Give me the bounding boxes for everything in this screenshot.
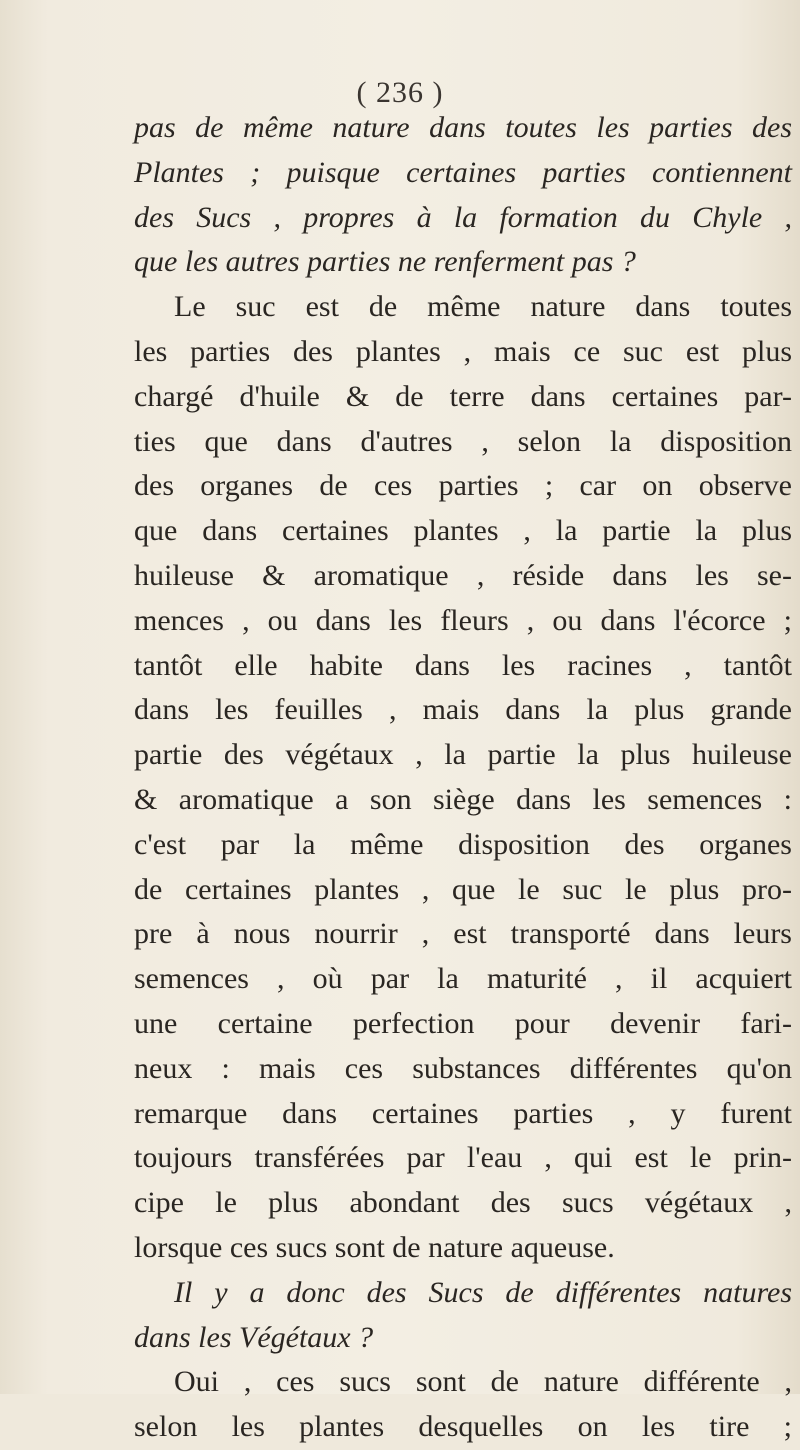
answer-line: mences , ou dans les fleurs , ou dans l'écorce ; [134,603,792,637]
answer-line: semences , où par la maturité , il acquiert [134,962,792,996]
question-line: que les autres parties ne renferment pas ? [134,245,636,279]
answer-line: c'est par la même disposition des organes [134,827,792,861]
text-block [134,106,792,1450]
answer-line: de certaines plantes , que le suc le plus pro- [134,872,792,906]
answer-line: Oui , ces sucs sont de nature différente , [174,1365,792,1399]
answer-line: cipe le plus abondant des sucs végétaux , [134,1186,792,1220]
answer-line: & aromatique a son siège dans les semences : [134,782,792,816]
answer-line: Le suc est de même nature dans toutes [174,290,792,324]
question-line: dans les Végétaux ? [134,1320,374,1354]
answer-line: ties que dans d'autres , selon la disposition [134,424,792,458]
answer-line: pre à nous nourrir , est transporté dans leurs [134,917,792,951]
answer-line: chargé d'huile & de terre dans certaines par- [134,379,792,413]
answer-line: dans les feuilles , mais dans la plus grande [134,693,792,727]
question-line: Plantes ; puisque certaines parties contiennent [134,155,792,189]
answer-line: les parties des plantes , mais ce suc est plus [134,334,792,368]
answer-line: neux : mais ces substances différentes qu'on [134,1051,792,1085]
question-line: des Sucs , propres à la formation du Chyle , [134,200,792,234]
page-number: ( 236 ) [356,76,444,109]
answer-line: remarque dans certaines parties , y furent [134,1096,792,1130]
question-line: Il y a donc des Sucs de différentes natures [174,1275,792,1309]
answer-line: toujours transférées par l'eau , qui est le prin- [134,1141,792,1175]
answer-line: huileuse & aromatique , réside dans les se- [134,558,792,592]
answer-line: tantôt elle habite dans les racines , tantôt [134,648,792,682]
question-line: pas de même nature dans toutes les parties des [134,111,792,144]
answer-line: que dans certaines plantes , la partie la plus [134,514,792,548]
answer-line: une certaine perfection pour devenir fari- [134,1006,792,1040]
answer-line: partie des végétaux , la partie la plus huileuse [134,738,792,772]
answer-line: des organes de ces parties ; car on observe [134,469,792,503]
answer-line: selon les plantes desquelles on les tire ; [134,1410,792,1444]
answer-line: lorsque ces sucs sont de nature aqueuse. [134,1230,615,1264]
